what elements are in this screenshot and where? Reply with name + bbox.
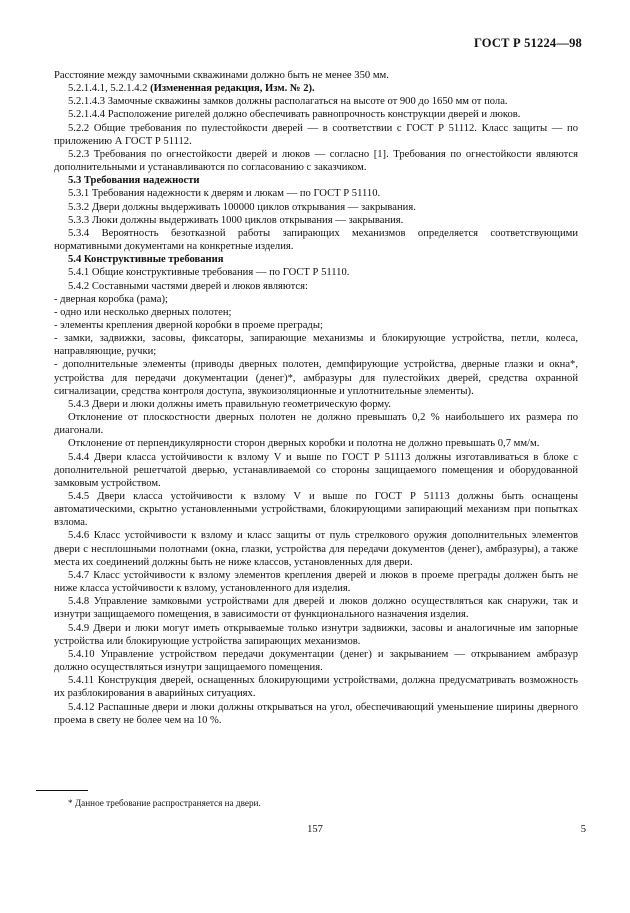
paragraph: 5.4.10 Управление устройством передачи документации (денег) и закрыванием — открыванием амбразур должно осуществляться изнутри защищаемого помещения. (54, 648, 578, 674)
paragraph: 5.4.4 Двери класса устойчивости к взлому V и выше по ГОСТ Р 51113 должны изготавливаться в блоке с дополнительной решетчатой дверью, устанавливаемой со стороны защищаемого помещения и оборудованной замковым устройством. (54, 451, 578, 489)
paragraph: 5.3.1 Требования надежности к дверям и люкам — по ГОСТ Р 51110. (68, 188, 381, 200)
paragraph: 5.4.9 Двери и люки могут иметь открываемые только изнутри задвижки, засовы и аналогичные им запорные устройства или блокирующие устройства запирающих механизмов. (54, 622, 578, 647)
paragraph: 5.4.12 Распашные двери и люки должны открываться на угол, обеспечивающий уменьшение ширины дверного проема в свету не более чем на 10 %. (54, 701, 578, 726)
paragraph: 5.4.2 Составными частями дверей и люков являются: (68, 280, 308, 292)
sheet-number: 5 (580, 824, 586, 835)
list-item: - замки, задвижки, засовы, фиксаторы, запирающие механизмы и блокирующие устройства, петли, колеса, направляющие, ручки; (54, 333, 578, 358)
page-number: 157 (307, 824, 323, 835)
list-item: - дополнительные элементы (приводы дверных полотен, демпфирующие устройства, дверные глазки и окна*, устройства для передачи документации (денег)*, амбразуры для пулестойких дверей, средства охранной сигнализации, средства контроля доступа, звукоизоляционные и уплотнительные элементы). (54, 359, 578, 397)
amendment-note (54, 82, 578, 95)
paragraph: 5.2.3 Требования по огнестойкости дверей и люков — согласно [1]. Требования по огнестойкости являются дополнительными и устанавливаются по согласованию с заказчиком. (54, 148, 578, 174)
section-heading-5-4: 5.4 Конструктивные требования (68, 254, 224, 266)
paragraph: 5.3.2 Двери должны выдерживать 100000 циклов открывания — закрывания. (68, 201, 416, 213)
paragraph: 5.2.1.4.3 Замочные скважины замков должны располагаться на высоте от 900 до 1650 мм от пола. (68, 96, 508, 108)
paragraph: Отклонение от плоскостности дверных полотен не должно превышать 0,2 % наибольшего их размера по диагонали. (54, 412, 578, 437)
section-heading-5-3: 5.3 Требования надежности (68, 175, 200, 187)
paragraph: 5.4.6 Класс устойчивости к взлому и класс защиты от пуль стрелкового оружия дополнительных элементов двери с несплошными полотнами (окна, глазки, устройства для передачи документов (денег), амбразуры), а также места их соединений должны быть не ниже классов, установленных для двери. (54, 530, 578, 568)
paragraph: 5.4.3 Двери и люки должны иметь правильную геометрическую форму. (68, 398, 391, 410)
document-code-header: ГОСТ Р 51224—98 (473, 36, 582, 50)
list-item: - одно или несколько дверных полотен; (54, 306, 232, 318)
paragraph: 5.4.5 Двери класса устойчивости к взлому V и выше по ГОСТ Р 51113 должны быть оснащены автоматическими, скрытно установленными устройствами, блокирующими запирающий механизм при попытках взлома. (54, 491, 578, 529)
amendment-text: (Измененная редакция, Изм. № 2). (150, 83, 315, 95)
list-item: - элементы крепления дверной коробки в проеме преграды; (54, 319, 323, 331)
footnote-divider (36, 790, 88, 791)
paragraph: 5.2.2 Общие требования по пулестойкости дверей — в соответствии с ГОСТ Р 51112. Класс защиты — по приложению А ГОСТ Р 51112. (54, 122, 578, 147)
paragraph: 5.3.4 Вероятность безотказной работы запирающих механизмов определяется соответствующими нормативными документами на конкретные изделия. (54, 227, 578, 253)
amendment-clause-refs: 5.2.1.4.1, 5.2.1.4.2 (68, 83, 151, 95)
paragraph: Отклонение от перпендикулярности сторон дверных коробки и полотна не должно превышать 0,7 мм/м. (68, 438, 540, 450)
paragraph: 5.4.1 Общие конструктивные требования — по ГОСТ Р 51110. (68, 267, 350, 279)
paragraph: Расстояние между замочными скважинами должно быть не менее 350 мм. (54, 70, 389, 81)
paragraph: 5.3.3 Люки должны выдерживать 1000 циклов открывания — закрывания. (68, 214, 404, 226)
document-body (54, 69, 578, 727)
paragraph: 5.4.7 Класс устойчивости к взлому элементов крепления дверей и люков в проеме преграды должен быть не ниже класса устойчивости к взлому, установленного для изделия. (54, 569, 578, 595)
paragraph: 5.4.11 Конструкция дверей, оснащенных блокирующими устройствами, должна предусматривать возможность их разблокирования в аварийных ситуациях. (54, 675, 578, 700)
paragraph: 5.4.8 Управление замковыми устройствами для дверей и люков должно осуществляться как снаружи, так и изнутри защищаемого помещения, в зависимости от функционального назначения изделия. (54, 596, 578, 621)
paragraph: 5.2.1.4.4 Расположение ригелей должно обеспечивать равнопрочность конструкции дверей и люков. (68, 109, 521, 121)
footnote: * Данное требование распространяется на двери. (68, 798, 261, 808)
list-item: - дверная коробка (рама); (54, 293, 168, 305)
